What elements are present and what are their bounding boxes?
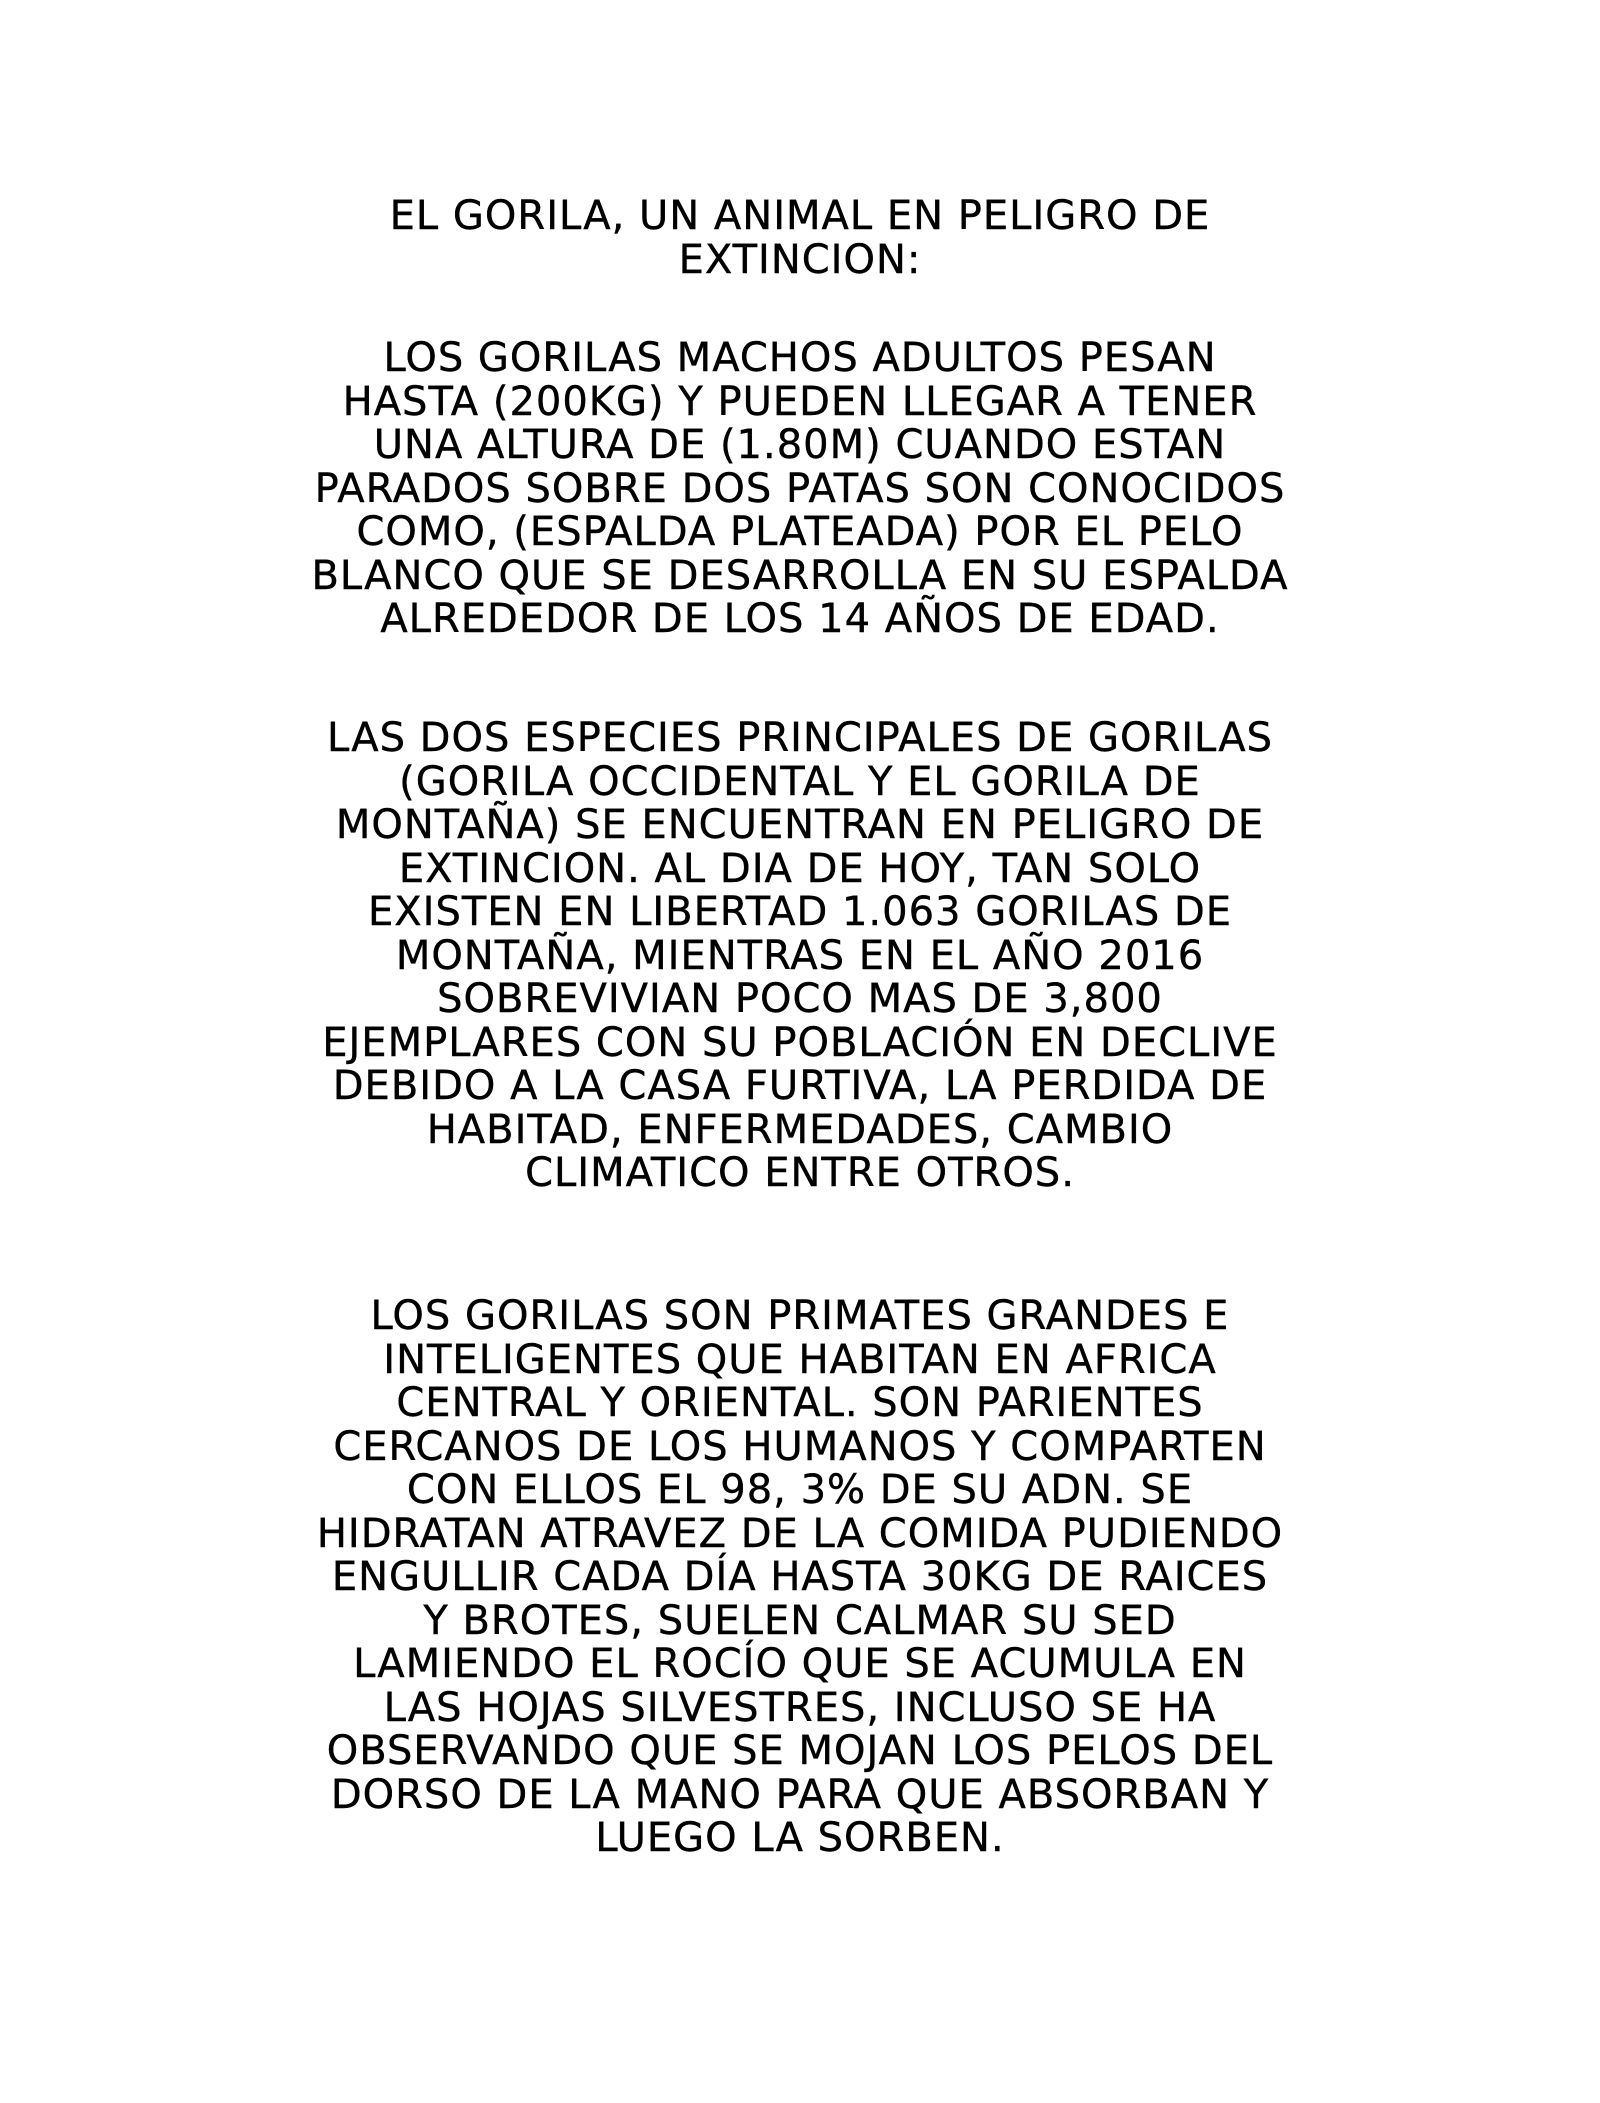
text-line: EXISTEN EN LIBERTAD 1.063 GORILAS DE	[367, 889, 1233, 935]
text-line: LAMIENDO EL ROCÍO QUE SE ACUMULA EN	[353, 1641, 1247, 1687]
text-line: CLIMATICO ENTRE OTROS.	[525, 1150, 1075, 1196]
text-line: UNA ALTURA DE (1.80M) CUANDO ESTAN	[373, 422, 1227, 468]
document-title	[150, 195, 1450, 282]
text-line: ALREDEDOR DE LOS 14 AÑOS DE EDAD.	[380, 596, 1220, 642]
text-line: CERCANOS DE LOS HUMANOS Y COMPARTEN	[333, 1423, 1267, 1470]
text-line: EXTINCION. AL DIA DE HOY, TAN SOLO	[398, 845, 1202, 892]
text-line: ENGULLIR CADA DÍA HASTA 30KG DE RAICES	[331, 1554, 1269, 1600]
text-line: DORSO DE LA MANO PARA QUE ABSORBAN Y	[330, 1771, 1270, 1818]
text-line: OBSERVANDO QUE SE MOJAN LOS PELOS DEL	[326, 1728, 1274, 1774]
text-line: LOS GORILAS MACHOS ADULTOS PESAN	[383, 335, 1217, 381]
text-line: (GORILA OCCIDENTAL Y EL GORILA DE	[399, 758, 1201, 805]
text-line: CON ELLOS EL 98, 3% DE SU ADN. SE	[406, 1467, 1194, 1513]
text-line: HASTA (200KG) Y PUEDEN LLEGAR A TENER	[342, 378, 1258, 425]
text-line: LAS HOJAS SILVESTRES, INCLUSO SE HA	[383, 1684, 1217, 1731]
text-line: PARADOS SOBRE DOS PATAS SON CONOCIDOS	[314, 465, 1286, 512]
text-line: LOS GORILAS SON PRIMATES GRANDES E	[370, 1293, 1230, 1339]
text-line: HABITAD, ENFERMEDADES, CAMBIO	[426, 1106, 1174, 1153]
text-line: SOBREVIVIAN POCO MAS DE 3,800	[437, 976, 1163, 1022]
text-line: LAS DOS ESPECIES PRINCIPALES DE GORILAS	[327, 715, 1273, 761]
paragraph-species-extinction	[150, 717, 1450, 1196]
text-line: LUEGO LA SORBEN.	[595, 1815, 1005, 1861]
title-line: EL GORILA, UN ANIMAL EN PELIGRO DE	[389, 193, 1211, 239]
title-line: EXTINCION:	[678, 236, 922, 283]
paragraph-habitat-diet	[150, 1295, 1450, 1861]
text-line: CENTRAL Y ORIENTAL. SON PARIENTES	[396, 1380, 1204, 1426]
text-line: MONTAÑA, MIENTRAS EN EL AÑO 2016	[395, 932, 1205, 979]
text-line: COMO, (ESPALDA PLATEADA) POR EL PELO	[356, 509, 1244, 555]
text-line: HIDRATAN ATRAVEZ DE LA COMIDA PUDIENDO	[316, 1510, 1284, 1557]
text-line: BLANCO QUE SE DESARROLLA EN SU ESPALDA	[311, 552, 1289, 599]
text-line: MONTAÑA) SE ENCUENTRAN EN PELIGRO DE	[335, 802, 1265, 848]
text-line: Y BROTES, SUELEN CALMAR SU SED	[423, 1597, 1177, 1644]
text-line: EJEMPLARES CON SU POBLACIÓN EN DECLIVE	[322, 1019, 1278, 1066]
text-line: INTELIGENTES QUE HABITAN EN AFRICA	[383, 1336, 1217, 1383]
text-line: DEBIDO A LA CASA FURTIVA, LA PERDIDA DE	[332, 1063, 1268, 1109]
paragraph-weight-height	[150, 337, 1450, 642]
